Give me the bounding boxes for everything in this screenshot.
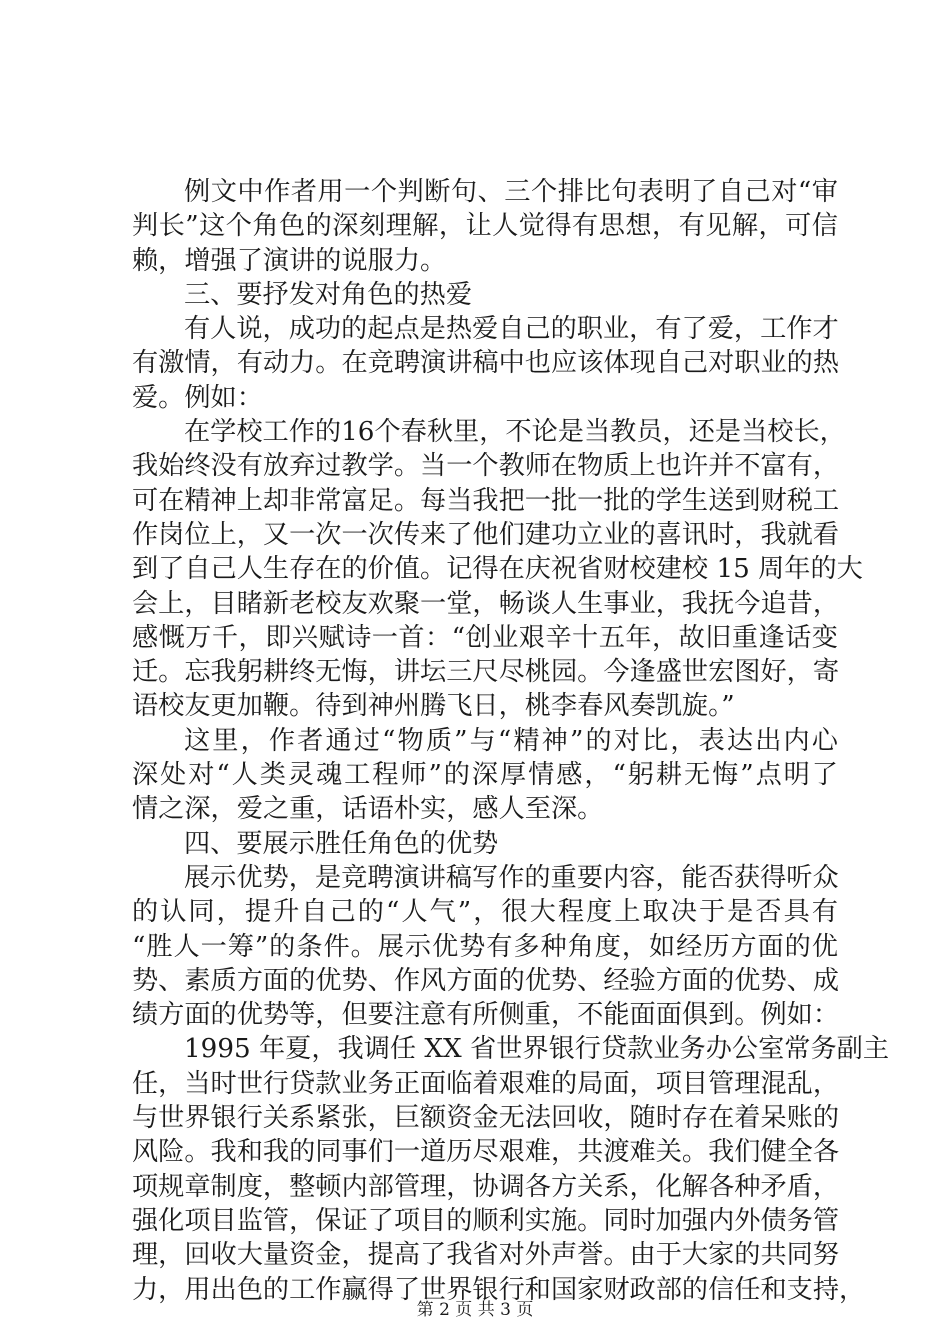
text-line: 迁。忘我躬耕终无悔，讲坛三尺尽桃园。今逢盛世宏图好，寄: [132, 657, 840, 688]
text-line: 这里，作者通过“物质”与“精神”的对比，表达出内心: [184, 725, 838, 756]
text-line: 理，回收大量资金，提高了我省对外声誉。由于大家的共同努: [132, 1240, 840, 1271]
text-line: 我始终没有放弃过教学。当一个教师在物质上也许并不富有，: [132, 451, 840, 482]
page-footer: 第 2 页 共 3 页: [416, 1300, 534, 1320]
text-line: 四、要展示胜任角色的优势: [184, 828, 499, 859]
text-line: 语校友更加鞭。待到神州腾飞日，桃李春风奏凯旋。”: [132, 691, 735, 722]
text-line: 判长”这个角色的深刻理解，让人觉得有思想，有见解，可信: [132, 211, 838, 242]
text-line: “胜人一筹”的条件。展示优势有多种角度，如经历方面的优: [132, 931, 838, 962]
text-line: 与世界银行关系紧张，巨额资金无法回收，随时存在着呆账的: [132, 1103, 840, 1134]
text-line: 势、素质方面的优势、作风方面的优势、经验方面的优势、成: [132, 965, 840, 996]
text-line: 项规章制度，整顿内部管理，协调各方关系，化解各种矛盾，: [132, 1171, 840, 1202]
text-line: 情之深，爱之重，话语朴实，感人至深。: [132, 794, 604, 825]
text-line: 1995 年夏，我调任 XX 省世界银行贷款业务办公室常务副主: [184, 1034, 890, 1065]
text-line: 有激情，有动力。在竞聘演讲稿中也应该体现自己对职业的热: [132, 348, 840, 379]
text-line: 深处对“人类灵魂工程师”的深厚情感，“躬耕无悔”点明了: [132, 760, 838, 791]
document-body: [132, 175, 890, 1307]
text-line: 可在精神上却非常富足。每当我把一批一批的学生送到财税工: [132, 485, 840, 516]
text-line: 力，用出色的工作赢得了世界银行和国家财政部的信任和支持，: [132, 1274, 866, 1305]
text-line: 三、要抒发对角色的热爱: [184, 279, 473, 310]
text-line: 爱。例如：: [132, 382, 263, 413]
text-line: 绩方面的优势等，但要注意有所侧重，不能面面俱到。例如：: [132, 1000, 840, 1031]
text-line: 赖，增强了演讲的说服力。: [132, 245, 447, 276]
text-line: 强化项目监管，保证了项目的顺利实施。同时加强内外债务管: [132, 1205, 840, 1236]
text-line: 感慨万千，即兴赋诗一首：“创业艰辛十五年，故旧重逢话变: [132, 622, 838, 653]
text-line: 到了自己人生存在的价值。记得在庆祝省财校建校 15 周年的大: [132, 554, 863, 585]
text-line: 有人说，成功的起点是热爱自己的职业，有了爱，工作才: [184, 314, 839, 345]
text-line: 的认同，提升自己的“人气”，很大程度上取决于是否具有: [132, 897, 838, 928]
text-line: 作岗位上，又一次一次传来了他们建功立业的喜讯时，我就看: [132, 519, 840, 550]
text-line: 例文中作者用一个判断句、三个排比句表明了自己对“审: [184, 177, 838, 207]
text-line: 风险。我和我的同事们一道历尽艰难，共渡难关。我们健全各: [132, 1137, 840, 1168]
text-line: 会上，目睹新老校友欢聚一堂，畅谈人生事业，我抚今追昔，: [132, 588, 840, 619]
text-line: 在学校工作的16个春秋里，不论是当教员，还是当校长，: [184, 417, 846, 448]
text-line: 展示优势，是竞聘演讲稿写作的重要内容，能否获得听众: [184, 862, 839, 893]
text-line: 任，当时世行贷款业务正面临着艰难的局面，项目管理混乱，: [132, 1068, 840, 1099]
